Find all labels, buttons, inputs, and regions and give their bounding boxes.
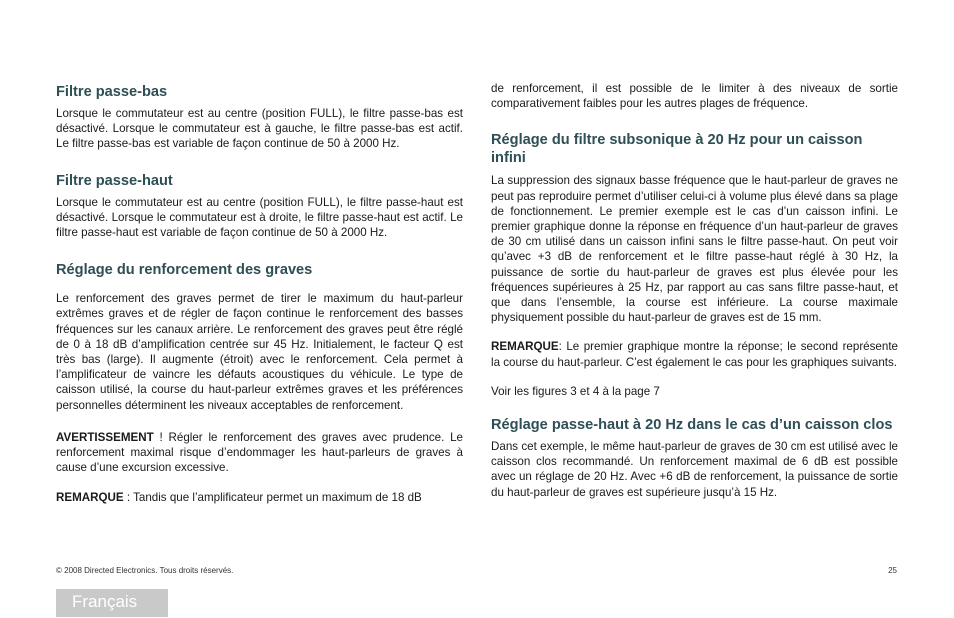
copyright-footer: © 2008 Directed Electronics. Tous droits réservés. — [56, 566, 234, 575]
heading-high-pass: Filtre passe-haut — [56, 172, 173, 189]
right-column — [491, 81, 898, 500]
figures-reference: Voir les figures 3 et 4 à la page 7 — [491, 384, 660, 398]
left-column — [56, 83, 463, 506]
continuation-text: de renforcement, il est possible de le limiter à des niveaux de sortie comparativement faibles pour les autres plages de fréquence. — [491, 82, 898, 111]
warning-paragraph — [56, 430, 463, 476]
heading-subsonic: Réglage du filtre subsonique à 20 Hz pour un caisson infini — [491, 132, 863, 167]
subsonic-text: La suppression des signaux basse fréquence que le haut-parleur de graves ne peut pas reproduire permet d’utiliser celui-ci à volume plus élevé dans sa plage de fonctionnement. Le premier exemple est le cas d’un caisson infini. Le premier graphique donne la réponse en fréquence d’un haut-parleur de graves de 30 cm utilisé dans un caisson infini sans le filtre passe-haut. On peut voir qu’avec +3 dB de renforcement et le filtre passe-haut réglé à 30 Hz, la puissance de sortie du haut-parleur de graves est plus élevée pour les fréquences supérieures à 25 Hz, par rapport au cas sans filtre passe-haut, et que dans l’ensemble, la course est inférieure. La course maximale physiquement possible du haut-parleur de graves est de 15 mm. — [491, 174, 898, 325]
low-pass-text: Lorsque le commutateur est au centre (position FULL), le filtre passe-bas est désactivé. Lorsque le commutateur est à gauche, le filtre passe-bas est actif. Le filtre passe-bas est variable de façon continue de 50 à 2000 Hz. — [56, 107, 463, 151]
note-label-right: REMARQUE — [491, 340, 559, 354]
warning-label: AVERTISSEMENT — [56, 430, 154, 444]
language-tab: Français — [56, 589, 168, 617]
page-number: 25 — [888, 566, 897, 575]
bass-boost-text: Le renforcement des graves permet de tirer le maximum du haut-parleur extrêmes graves et de régler de façon continue le renforcement des basses fréquences sur les canaux arrière. Le renforcement des graves peut être réglé de 0 à 18 dB d’amplification centrée sur 45 Hz. Initialement, le facteur Q est très bas (large). Il augmente (étroit) avec le renforcement. Cela permet à l’amplificateur de vaincre les défauts acoustiques du véhicule. Le type de caisson utilisé, la course du haut-parleur extrêmes graves et les préférences personnelles déterminent les niveaux acceptables de renforcement. — [56, 292, 463, 412]
note-label-left: REMARQUE — [56, 491, 124, 505]
note-text-right: : Le premier graphique montre la réponse; le second représente la course du haut-parleur. C’est également le cas pour les graphiques suivants. — [491, 340, 898, 369]
warning-text: ! Régler le renforcement des graves avec prudence. Le renforcement maximal risque d’endommager les haut-parleurs de graves à cause d’une excursion excessive. — [56, 430, 463, 475]
note-paragraph-right — [491, 339, 898, 369]
heading-low-pass: Filtre passe-bas — [56, 84, 168, 100]
note-paragraph-left — [56, 490, 463, 505]
note-text-left: : Tandis que l’amplificateur permet un maximum de 18 dB — [123, 491, 422, 505]
heading-sealed-box: Réglage passe-haut à 20 Hz dans le cas d’un caisson clos — [491, 417, 893, 434]
high-pass-text: Lorsque le commutateur est au centre (position FULL), le filtre passe-haut est désactivé. Lorsque le commutateur est à droite, le filtre passe-haut est actif. Le filtre passe-haut est variable de façon continue de 50 à 2000 Hz. — [56, 195, 463, 240]
heading-bass-boost: Réglage du renforcement des graves — [56, 262, 313, 279]
sealed-box-text: Dans cet exemple, le même haut-parleur de graves de 30 cm est utilisé avec le caisson clos recommandé. Un renforcement maximal de 6 dB est possible avec un réglage de 20 Hz. Avec +6 dB de renforcement, la puissance de sortie du haut-parleur de graves est supérieure jusqu’à 15 Hz. — [491, 440, 898, 499]
